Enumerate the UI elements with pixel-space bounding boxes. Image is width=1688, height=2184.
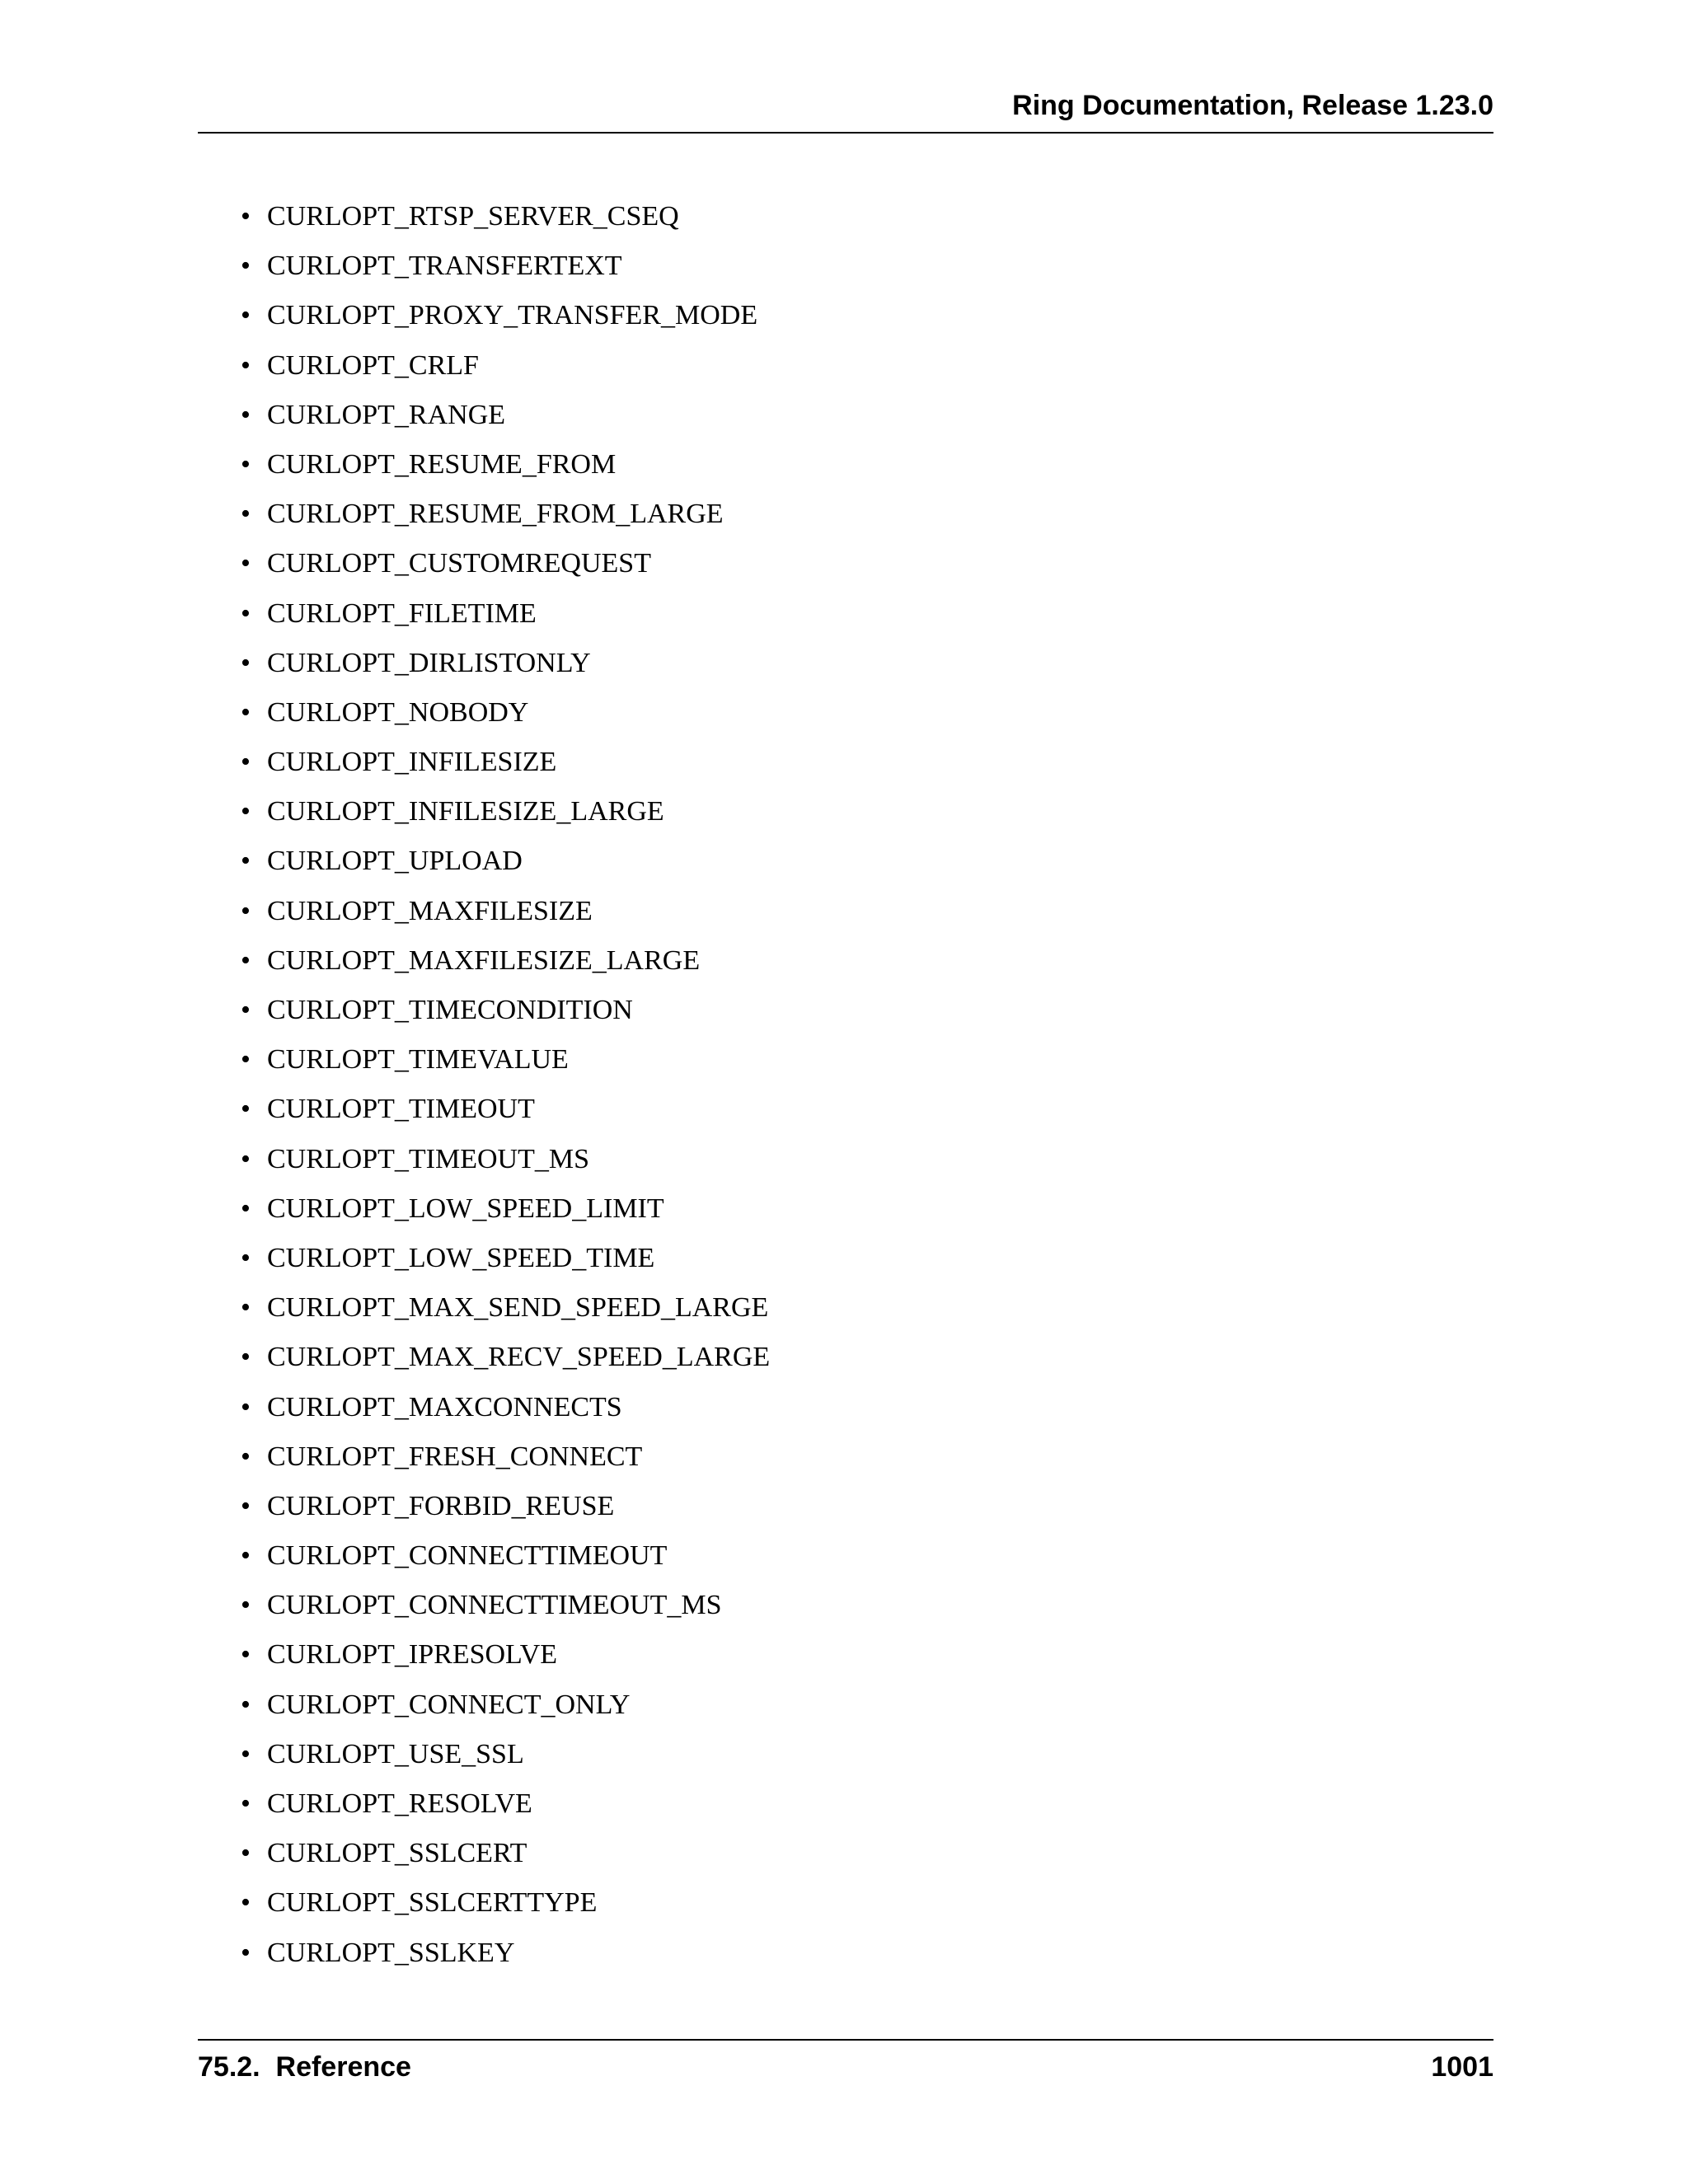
list-item xyxy=(241,1586,1395,1636)
list-item-text: CURLOPT_SSLCERTTYPE xyxy=(267,1887,598,1919)
list-item-text: CURLOPT_TIMEVALUE xyxy=(267,1044,569,1076)
page-header xyxy=(198,89,1493,134)
bullet-marker: • xyxy=(241,647,251,678)
bullet-marker: • xyxy=(241,1689,251,1720)
list-item xyxy=(241,1090,1395,1140)
list-item-text: CURLOPT_MAX_RECV_SPEED_LARGE xyxy=(267,1342,771,1373)
bullet-marker: • xyxy=(241,499,251,530)
list-item xyxy=(241,1338,1395,1388)
bullet-marker: • xyxy=(241,251,251,282)
list-item xyxy=(241,991,1395,1041)
list-item-text: CURLOPT_MAXCONNECTS xyxy=(267,1391,622,1422)
list-item-text: CURLOPT_DIRLISTONLY xyxy=(267,647,591,678)
list-item xyxy=(241,297,1395,346)
list-item xyxy=(241,1884,1395,1933)
list-item xyxy=(241,1934,1395,1984)
list-item-text: CURLOPT_INFILESIZE_LARGE xyxy=(267,796,664,827)
bullet-marker: • xyxy=(241,1540,251,1572)
list-item xyxy=(241,743,1395,793)
list-item xyxy=(241,595,1395,644)
list-item-text: CURLOPT_CONNECTTIMEOUT xyxy=(267,1540,668,1572)
bullet-marker: • xyxy=(241,1441,251,1472)
bullet-marker: • xyxy=(241,846,251,877)
bullet-marker: • xyxy=(241,1490,251,1521)
list-item xyxy=(241,644,1395,694)
bullet-marker: • xyxy=(241,747,251,778)
list-item-text: CURLOPT_TRANSFERTEXT xyxy=(267,251,622,282)
list-item xyxy=(241,495,1395,545)
list-item-text: CURLOPT_INFILESIZE xyxy=(267,747,557,778)
section-reference: 75.2. Reference xyxy=(198,2051,411,2083)
page-number: 1001 xyxy=(1431,2051,1493,2083)
list-item xyxy=(241,1488,1395,1537)
list-item-text: CURLOPT_RESOLVE xyxy=(267,1788,532,1819)
list-item-text: CURLOPT_CONNECTTIMEOUT_MS xyxy=(267,1590,722,1621)
list-item xyxy=(241,545,1395,594)
list-item-text: CURLOPT_IPRESOLVE xyxy=(267,1639,558,1671)
bullet-marker: • xyxy=(241,1738,251,1769)
list-item-text: CURLOPT_CONNECT_ONLY xyxy=(267,1689,631,1720)
list-item xyxy=(241,247,1395,297)
list-item-text: CURLOPT_USE_SSL xyxy=(267,1738,524,1769)
bullet-marker: • xyxy=(241,895,251,926)
bullet-marker: • xyxy=(241,1887,251,1919)
list-item xyxy=(241,1636,1395,1685)
bullet-marker: • xyxy=(241,1937,251,1968)
list-item xyxy=(241,842,1395,892)
list-item-text: CURLOPT_FORBID_REUSE xyxy=(267,1490,615,1521)
list-item xyxy=(241,446,1395,495)
page-footer xyxy=(198,2039,1493,2090)
list-item-text: CURLOPT_RANGE xyxy=(267,399,506,430)
bullet-marker: • xyxy=(241,995,251,1025)
bullet-marker: • xyxy=(241,1342,251,1373)
list-item-text: CURLOPT_SSLKEY xyxy=(267,1937,515,1968)
bullet-marker: • xyxy=(241,1590,251,1621)
list-item xyxy=(241,1537,1395,1586)
list-item xyxy=(241,347,1395,396)
list-item-text: CURLOPT_FRESH_CONNECT xyxy=(267,1441,643,1472)
bullet-marker: • xyxy=(241,201,251,232)
curlopt-bullet-list xyxy=(241,198,1395,1984)
list-item xyxy=(241,1389,1395,1438)
list-item-text: CURLOPT_CUSTOMREQUEST xyxy=(267,548,651,579)
bullet-marker: • xyxy=(241,1143,251,1174)
bullet-marker: • xyxy=(241,300,251,331)
bullet-marker: • xyxy=(241,598,251,629)
bullet-marker: • xyxy=(241,1193,251,1224)
bullet-marker: • xyxy=(241,696,251,728)
list-item xyxy=(241,198,1395,247)
bullet-marker: • xyxy=(241,944,251,976)
list-item-text: CURLOPT_TIMECONDITION xyxy=(267,995,633,1025)
bullet-marker: • xyxy=(241,1788,251,1819)
list-item xyxy=(241,1289,1395,1338)
bullet-marker: • xyxy=(241,349,251,381)
bullet-marker: • xyxy=(241,448,251,480)
list-item-text: CURLOPT_NOBODY xyxy=(267,696,529,728)
list-item-text: CURLOPT_UPLOAD xyxy=(267,846,523,877)
list-item-text: CURLOPT_SSLCERT xyxy=(267,1838,528,1869)
list-item-text: CURLOPT_FILETIME xyxy=(267,598,537,629)
list-item xyxy=(241,1041,1395,1090)
list-item xyxy=(241,1686,1395,1736)
bullet-marker: • xyxy=(241,1094,251,1125)
list-item xyxy=(241,1190,1395,1240)
list-item xyxy=(241,1736,1395,1785)
list-item-text: CURLOPT_CRLF xyxy=(267,349,479,381)
bullet-marker: • xyxy=(241,1044,251,1076)
list-item xyxy=(241,396,1395,446)
bullet-marker: • xyxy=(241,796,251,827)
list-item-text: CURLOPT_RESUME_FROM_LARGE xyxy=(267,499,724,530)
list-item-text: CURLOPT_TIMEOUT xyxy=(267,1094,535,1125)
list-item-text: CURLOPT_MAXFILESIZE xyxy=(267,895,593,926)
list-item-text: CURLOPT_MAX_SEND_SPEED_LARGE xyxy=(267,1292,769,1324)
list-item xyxy=(241,694,1395,743)
bullet-marker: • xyxy=(241,399,251,430)
list-item-text: CURLOPT_RTSP_SERVER_CSEQ xyxy=(267,201,679,232)
list-item xyxy=(241,1438,1395,1488)
list-item xyxy=(241,1240,1395,1289)
bullet-marker: • xyxy=(241,1292,251,1324)
list-item-text: CURLOPT_TIMEOUT_MS xyxy=(267,1143,590,1174)
bullet-marker: • xyxy=(241,1242,251,1273)
list-item xyxy=(241,1141,1395,1190)
bullet-marker: • xyxy=(241,1639,251,1671)
list-item-text: CURLOPT_MAXFILESIZE_LARGE xyxy=(267,944,701,976)
list-item xyxy=(241,1785,1395,1835)
list-item-text: CURLOPT_RESUME_FROM xyxy=(267,448,617,480)
bullet-marker: • xyxy=(241,1838,251,1869)
list-item-text: CURLOPT_PROXY_TRANSFER_MODE xyxy=(267,300,758,331)
list-item xyxy=(241,1835,1395,1884)
list-item-text: CURLOPT_LOW_SPEED_TIME xyxy=(267,1242,655,1273)
document-title: Ring Documentation, Release 1.23.0 xyxy=(1012,90,1493,121)
bullet-marker: • xyxy=(241,548,251,579)
list-item-text: CURLOPT_LOW_SPEED_LIMIT xyxy=(267,1193,664,1224)
bullet-marker: • xyxy=(241,1391,251,1422)
list-item xyxy=(241,942,1395,991)
list-item xyxy=(241,893,1395,942)
list-item xyxy=(241,793,1395,842)
